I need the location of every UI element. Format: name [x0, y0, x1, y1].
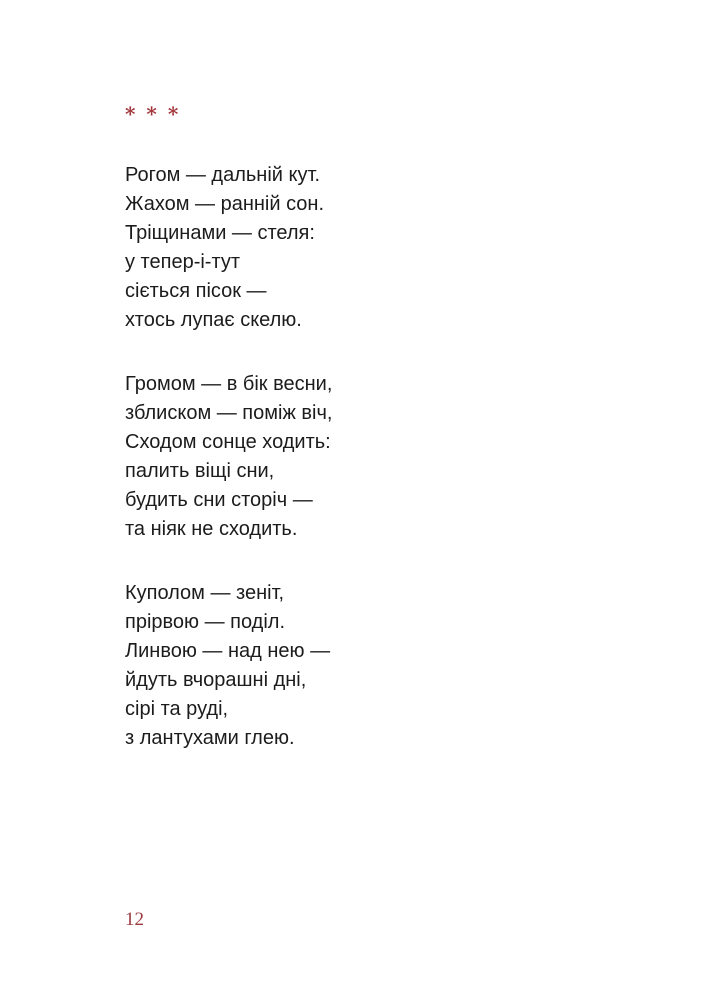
- section-ornament: * * *: [125, 102, 181, 126]
- poem-line: Жахом — ранній сон.: [125, 193, 325, 215]
- poem-line: прірвою — поділ.: [125, 611, 286, 633]
- stanza-2: [125, 370, 685, 544]
- poem-line: зблиском — поміж віч,: [125, 402, 333, 424]
- poem-line: хтось лупає скелю.: [125, 309, 302, 331]
- poem-line: йдуть вчорашні дні,: [125, 669, 307, 691]
- page-number: 12: [125, 909, 144, 930]
- poem-line: палить віщі сни,: [125, 460, 275, 482]
- stanza-3: [125, 579, 685, 753]
- poem-line: Куполом — зеніт,: [125, 582, 285, 604]
- poem-line: з лантухами глею.: [125, 727, 295, 749]
- poem-line: Тріщинами — стеля:: [125, 222, 315, 244]
- poem-line: Сходом сонце ходить:: [125, 431, 331, 453]
- poem-line: та ніяк не сходить.: [125, 518, 298, 540]
- poem-line: будить сни сторіч —: [125, 489, 313, 511]
- poem: [125, 161, 685, 788]
- poem-line: у тепер-і-тут: [125, 251, 240, 273]
- poem-line: Линвою — над нею —: [125, 640, 331, 662]
- poem-line: сірі та руді,: [125, 698, 229, 720]
- poem-line: сіється пісок —: [125, 280, 267, 302]
- poem-line: Рогом — дальній кут.: [125, 164, 320, 186]
- stanza-1: [125, 161, 685, 335]
- poem-line: Громом — в бік весни,: [125, 373, 333, 395]
